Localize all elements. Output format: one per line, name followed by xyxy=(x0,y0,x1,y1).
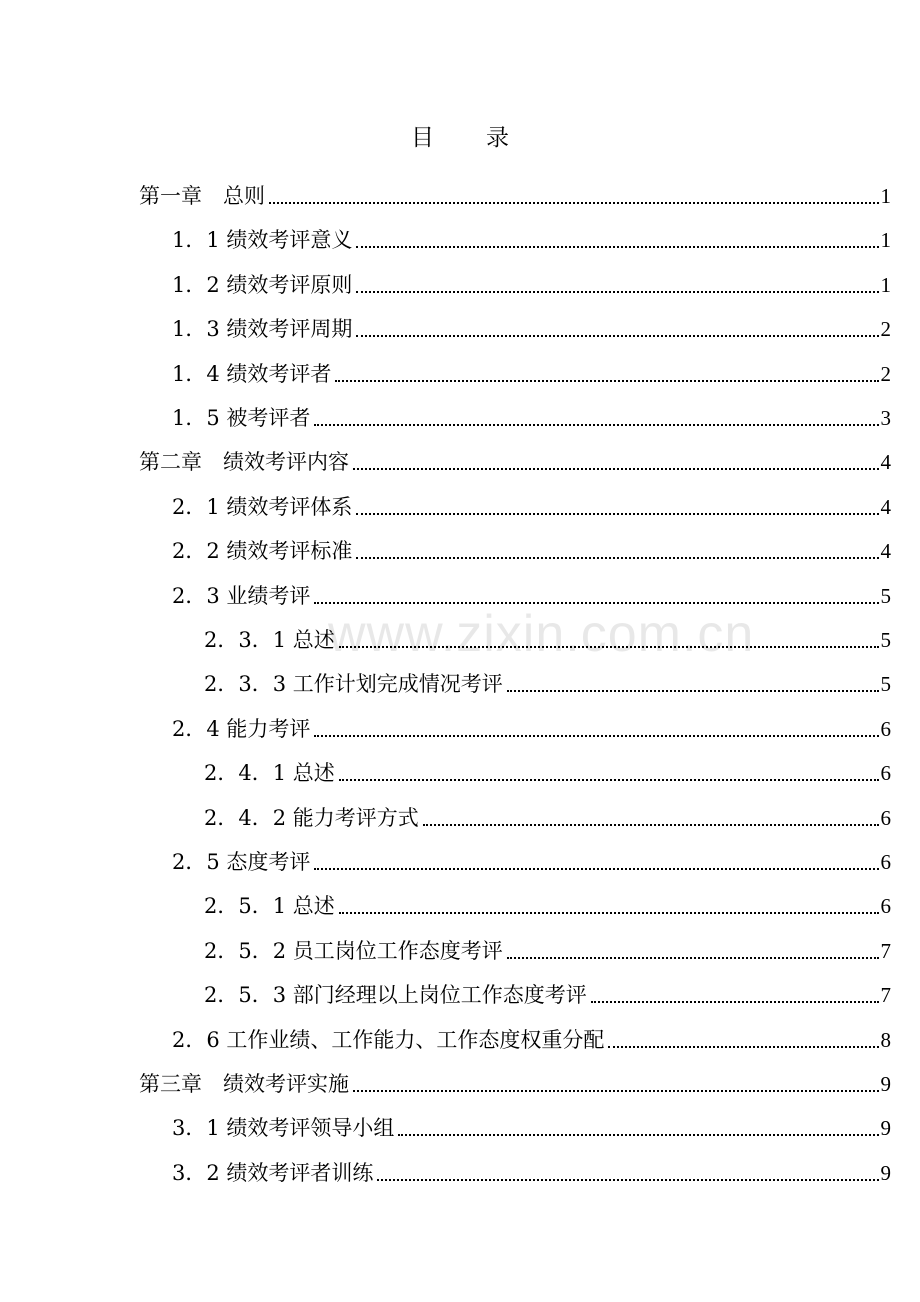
title-char-1: 目 xyxy=(411,125,434,151)
dot-leader xyxy=(356,513,878,515)
toc-page-number: 6 xyxy=(880,850,891,874)
toc-entry[interactable] xyxy=(0,965,891,1009)
toc-entry[interactable] xyxy=(0,1054,891,1098)
toc-entry-label: 2．4 能力考评 xyxy=(172,716,311,741)
dot-leader xyxy=(356,291,878,293)
toc-entry[interactable] xyxy=(0,432,891,476)
toc-entry-label: 3．2 绩效考评者训练 xyxy=(172,1160,374,1185)
toc-entry-label: 2．4．2 能力考评方式 xyxy=(204,805,419,830)
toc-page-number: 9 xyxy=(880,1116,891,1141)
toc-page-number: 1 xyxy=(880,184,891,208)
toc-page-number: 9 xyxy=(880,1160,891,1185)
dot-leader xyxy=(377,1179,878,1181)
title-char-2: 录 xyxy=(486,125,509,151)
dot-leader xyxy=(314,868,878,870)
toc-entry-label: 2．3 业绩考评 xyxy=(172,583,311,608)
toc-entry-label: 3．1 绩效考评领导小组 xyxy=(172,1116,395,1141)
toc-page-number: 5 xyxy=(880,583,891,608)
dot-leader xyxy=(591,1001,879,1003)
toc-entry-label: 2．1 绩效考评体系 xyxy=(172,494,353,519)
dot-leader xyxy=(356,557,878,559)
toc-entry-label: 2．5 态度考评 xyxy=(172,850,311,874)
toc-page-number: 8 xyxy=(880,1027,891,1052)
dot-leader xyxy=(353,1090,879,1092)
toc-page-number: 2 xyxy=(880,361,891,386)
toc-entry-label: 第三章 绩效考评实施 xyxy=(139,1072,349,1096)
toc-entry[interactable] xyxy=(0,788,891,832)
toc-entry[interactable] xyxy=(0,344,891,388)
page-title xyxy=(0,120,920,156)
toc-entry-label: 1．1 绩效考评意义 xyxy=(172,228,353,253)
toc-page-number: 9 xyxy=(880,1072,891,1096)
watermark: www.zixin.com.cn xyxy=(328,605,755,663)
toc-entry-label: 1．2 绩效考评原则 xyxy=(172,272,353,297)
toc-page-number: 3 xyxy=(880,406,891,430)
dot-leader xyxy=(314,735,878,737)
toc-page-number: 6 xyxy=(880,716,891,741)
dot-leader xyxy=(339,912,879,914)
dot-leader xyxy=(269,202,879,204)
toc-page-number: 5 xyxy=(880,628,891,652)
toc-entry-label: 2．5．1 总述 xyxy=(204,894,335,919)
dot-leader xyxy=(339,779,879,781)
dot-leader xyxy=(608,1046,878,1048)
toc-page-number: 4 xyxy=(880,494,891,519)
toc-entry[interactable] xyxy=(0,1010,891,1054)
toc-entry[interactable] xyxy=(0,210,891,254)
toc-entry-label: 第二章 绩效考评内容 xyxy=(139,450,349,475)
toc-entry-label: 2．3．1 总述 xyxy=(204,628,335,652)
toc-entry[interactable] xyxy=(0,832,891,876)
toc-page-number: 1 xyxy=(880,272,891,297)
toc-entry-label: 第一章 总则 xyxy=(139,184,265,208)
dot-leader xyxy=(353,468,879,470)
toc-entry[interactable] xyxy=(0,1098,891,1142)
dot-leader xyxy=(314,602,878,604)
toc-page-number: 2 xyxy=(880,317,891,342)
toc-page-number: 1 xyxy=(880,228,891,253)
toc-entry[interactable] xyxy=(0,521,891,565)
toc-entry[interactable] xyxy=(0,743,891,787)
toc-entry[interactable] xyxy=(0,477,891,521)
dot-leader xyxy=(339,646,879,648)
toc-page-number: 4 xyxy=(880,450,891,475)
dot-leader xyxy=(507,690,879,692)
dot-leader xyxy=(423,824,879,826)
dot-leader xyxy=(356,335,878,337)
dot-leader xyxy=(507,957,879,959)
toc-page-number: 6 xyxy=(880,894,891,919)
toc-entry-label: 2．2 绩效考评标准 xyxy=(172,539,353,564)
toc-entry[interactable] xyxy=(0,1143,891,1187)
toc-entry-label: 2．4．1 总述 xyxy=(204,761,335,786)
toc-entry-label: 1．4 绩效考评者 xyxy=(172,361,332,386)
toc-entry[interactable] xyxy=(0,255,891,299)
dot-leader xyxy=(335,380,878,382)
toc-entry[interactable] xyxy=(0,610,891,654)
toc-entry[interactable] xyxy=(0,876,891,920)
toc-page-number: 6 xyxy=(880,805,891,830)
toc-entry-label: 2．6 工作业绩、工作能力、工作态度权重分配 xyxy=(172,1027,605,1052)
toc-entry[interactable] xyxy=(0,699,891,743)
dot-leader xyxy=(398,1134,878,1136)
toc-entry[interactable] xyxy=(0,166,891,210)
toc-entry-label: 2．5．2 员工岗位工作态度考评 xyxy=(204,938,503,963)
toc-entry-label: 2．3．3 工作计划完成情况考评 xyxy=(204,672,503,697)
dot-leader xyxy=(356,246,878,248)
toc-entry-label: 1．5 被考评者 xyxy=(172,406,311,430)
dot-leader xyxy=(314,424,878,426)
toc-entry[interactable] xyxy=(0,921,891,965)
toc-page-number: 7 xyxy=(880,938,891,963)
toc-entry[interactable] xyxy=(0,388,891,432)
toc-page-number: 5 xyxy=(880,672,891,697)
toc-page-number: 6 xyxy=(880,761,891,786)
toc-page-number: 4 xyxy=(880,539,891,564)
toc-entry-label: 1．3 绩效考评周期 xyxy=(172,317,353,342)
toc-page-number: 7 xyxy=(880,983,891,1008)
toc-entry[interactable] xyxy=(0,566,891,610)
toc-entry[interactable] xyxy=(0,654,891,698)
toc-entry[interactable] xyxy=(0,299,891,343)
toc-entry-label: 2．5．3 部门经理以上岗位工作态度考评 xyxy=(204,983,587,1008)
